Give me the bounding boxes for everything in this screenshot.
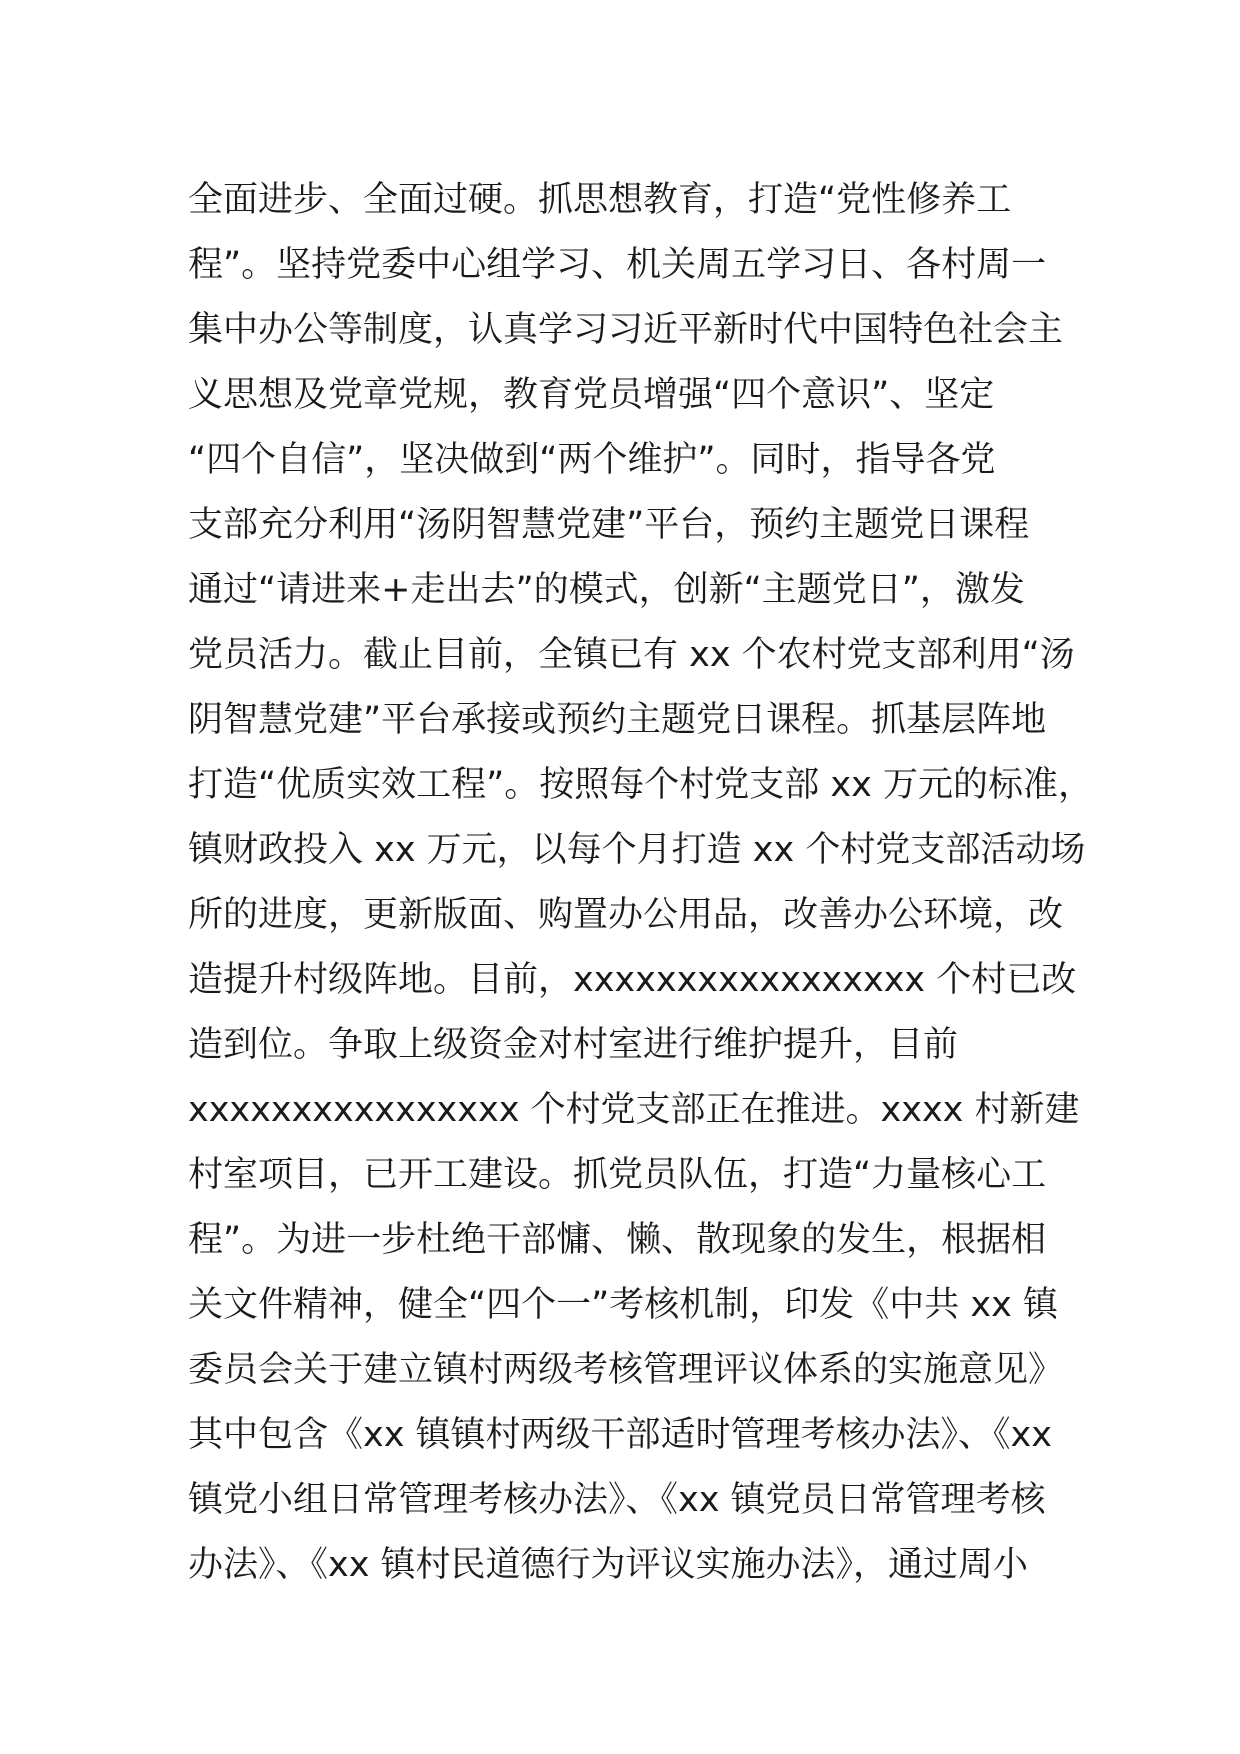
- text-line: 程”。为进一步杜绝干部慵、懒、散现象的发生，根据相: [188, 1220, 1047, 1260]
- text-line: 所的进度，更新版面、购置办公用品，改善办公环境，改: [188, 895, 1064, 935]
- body-text: [188, 168, 1093, 1598]
- text-line: 全面进步、全面过硬。抓思想教育，打造“党性修养工: [188, 180, 1012, 220]
- text-line: 镇财政投入 xx 万元，以每个月打造 xx 个村党支部活动场: [188, 830, 1086, 870]
- text-line: 通过“请进来+走出去”的模式，创新“主题党日”，激发: [188, 570, 1025, 610]
- text-line: 打造“优质实效工程”。按照每个村党支部 xx 万元的标准，: [188, 765, 1093, 805]
- text-line: 其中包含《xx 镇镇村两级干部适时管理考核办法》、《xx: [188, 1415, 1052, 1455]
- text-line: 程”。坚持党委中心组学习、机关周五学习日、各村周一: [188, 245, 1047, 285]
- text-line: 集中办公等制度，认真学习习近平新时代中国特色社会主: [188, 310, 1064, 350]
- text-line: 办法》、《xx 镇村民道德行为评议实施办法》，通过周小: [188, 1545, 1029, 1585]
- text-line: 造提升村级阵地。目前，xxxxxxxxxxxxxxxxx 个村已改: [188, 960, 1077, 1000]
- text-line: 造到位。争取上级资金对村室进行维护提升，目前: [188, 1025, 959, 1065]
- text-line: 阴智慧党建”平台承接或预约主题党日课程。抓基层阵地: [188, 700, 1047, 740]
- text-line: 关文件精神，健全“四个一”考核机制，印发《中共 xx 镇: [188, 1285, 1058, 1325]
- text-line: 党员活力。截止目前，全镇已有 xx 个农村党支部利用“汤: [188, 635, 1075, 675]
- text-line: “四个自信”，坚决做到“两个维护”。同时，指导各党: [188, 440, 996, 480]
- text-line: 义思想及党章党规，教育党员增强“四个意识”、坚定: [188, 375, 995, 415]
- text-line: 支部充分利用“汤阴智慧党建”平台，预约主题党日课程: [188, 505, 1030, 545]
- text-line: 镇党小组日常管理考核办法》、《xx 镇党员日常管理考核: [188, 1480, 1046, 1520]
- text-line: 村室项目，已开工建设。抓党员队伍，打造“力量核心工: [188, 1155, 1047, 1195]
- text-line: 委员会关于建立镇村两级考核管理评议体系的实施意见》: [188, 1350, 1064, 1390]
- text-line: xxxxxxxxxxxxxxxx 个村党支部正在推进。xxxx 村新建: [188, 1090, 1080, 1130]
